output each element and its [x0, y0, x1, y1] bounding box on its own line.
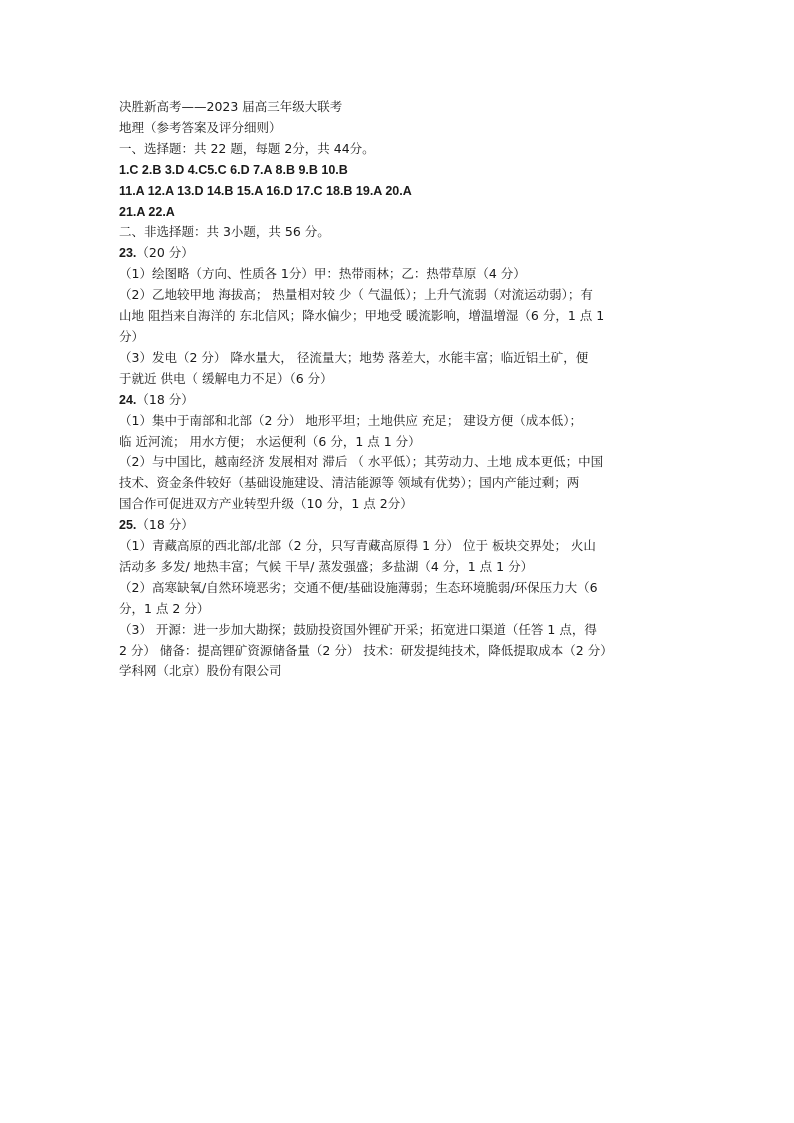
q25-line: 活动多 多发/ 地热丰富；气候 干旱/ 蒸发强盛；多盐湖（4 分，1 点 1 分） — [119, 558, 534, 574]
exam-title: 决胜新高考——2023 届高三年级大联考 — [119, 99, 343, 114]
q23-line: 于就近 供电（ 缓解电力不足）（6 分） — [119, 370, 333, 386]
answers-row-1: 1.C 2.B 3.D 4.C5.C 6.D 7.A 8.B 9.B 10.B — [119, 162, 348, 177]
answers-row-2: 11.A 12.A 13.D 14.B 15.A 16.D 17.C 18.B 19.A 20.A — [119, 183, 412, 198]
question-24-header: 24.（18 分） — [119, 391, 194, 407]
q23-line: 山地 阻挡来自海洋的 东北信风；降水偏少；甲地受 暖流影响，增温增湿（6 分，1 点 1 — [119, 308, 605, 324]
q23-line: 分） — [119, 328, 145, 344]
q25-line: （1）青藏高原的西北部/北部（2 分，只写青藏高原得 1 分） 位于 板块交界处； 火山 — [119, 538, 596, 554]
q23-line: （2）乙地较甲地 海拔高； 热量相对较 少（ 气温低）；上升气流弱（对流运动弱）；有 — [119, 287, 593, 303]
q23-line: （3）发电（2 分） 降水量大， 径流量大；地势 落差大，水能丰富；临近铝土矿，便 — [119, 349, 589, 365]
answers-row-3: 21.A 22.A — [119, 204, 175, 219]
q25-line: 2 分） 储备：提高锂矿资源储备量（2 分） 技术：研发提纯技术，降低提取成本（2 分） — [119, 642, 613, 658]
question-23-header: 23.（20 分） — [119, 245, 194, 261]
q23-line: （1）绘图略（方向、性质各 1分）甲：热带雨林；乙：热带草原（4 分） — [119, 266, 526, 282]
question-25-header: 25.（18 分） — [119, 517, 194, 533]
q25-line: 分，1 点 2 分） — [119, 600, 210, 616]
q25-line: （3） 开源：进一步加大勘探；鼓励投资国外锂矿开采；拓宽进口渠道（任答 1 点，得 — [119, 621, 597, 637]
q24-line: 临 近河流； 用水方便； 水运便利（6 分，1 点 1 分） — [119, 433, 421, 449]
q24-line: （1）集中于南部和北部（2 分） 地形平坦；土地供应 充足； 建设方便（成本低）； — [119, 412, 583, 428]
q24-line: 国合作可促进双方产业转型升级（10 分，1 点 2分） — [119, 496, 413, 512]
answer-sheet — [119, 97, 684, 682]
q25-line: （2）高寒缺氧/自然环境恶劣；交通不便/基础设施薄弱；生态环境脆弱/环保压力大（6 — [119, 579, 598, 595]
q24-line: （2）与中国比，越南经济 发展相对 滞后 （ 水平低）；其劳动力、土地 成本更低；中国 — [119, 454, 604, 470]
q24-line: 技术、资金条件较好（基础设施建设、清洁能源等 领域有优势）；国内产能过剩；两 — [119, 475, 580, 491]
footer-publisher: 学科网（北京）股份有限公司 — [119, 663, 282, 679]
section-2-header: 二、非选择题：共 3小题，共 56 分。 — [119, 224, 330, 240]
section-1-header: 一、选择题：共 22 题，每题 2分，共 44分。 — [119, 140, 375, 156]
exam-subtitle: 地理（参考答案及评分细则） — [119, 119, 282, 135]
